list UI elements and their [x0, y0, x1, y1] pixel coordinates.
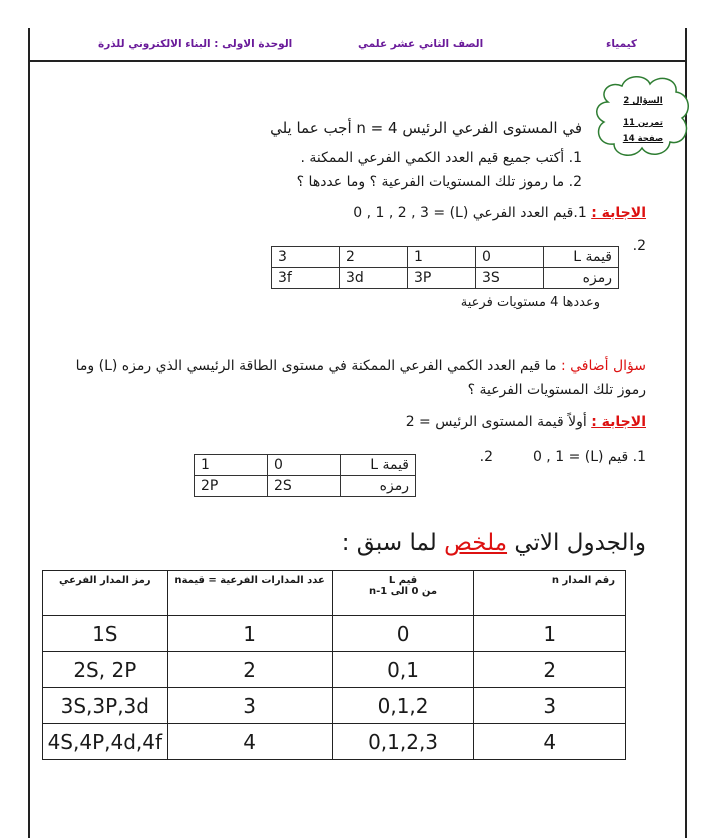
table-row — [43, 616, 626, 652]
cell-l: 0,1 — [332, 652, 474, 688]
table-row — [43, 724, 626, 760]
cell-l: 0,1,2 — [332, 688, 474, 724]
question-stem: في المستوى الفرعي الرئيس n = 4 أجب عما يلي — [270, 119, 582, 137]
extra-answer-text: أولاً قيمة المستوى الرئيس = 2 — [405, 414, 587, 430]
cloud-badge — [588, 72, 698, 160]
table-cell: 1 — [408, 247, 476, 268]
table-row — [195, 455, 416, 476]
header-unit: الوحدة الاولى : البناء الالكتروني للذرة — [98, 38, 293, 50]
table-row — [272, 247, 619, 268]
table-cell: 0 — [268, 455, 341, 476]
answer-1-label: الاجابة : — [591, 205, 646, 221]
header-grade: الصف الثاني عشر علمي — [358, 38, 484, 50]
page-border-left — [28, 28, 30, 838]
cell-symbol: 2S, 2P — [43, 652, 168, 688]
header-l — [332, 571, 474, 616]
answer-1-count: وعددها 4 مستويات فرعية — [460, 295, 600, 310]
table-cell-label: قيمة L — [544, 247, 619, 268]
summary-title — [342, 530, 646, 556]
cell-symbol: 4S,4P,4d,4f — [43, 724, 168, 760]
table-cell: 1 — [195, 455, 268, 476]
table-row — [195, 476, 416, 497]
extra-question-text-2: رموز تلك المستويات الفرعية ؟ — [467, 382, 646, 398]
table-cell: 3P — [408, 268, 476, 289]
cell-n: 4 — [474, 724, 626, 760]
table-cell-label: رمزه — [341, 476, 416, 497]
table-cell-label: قيمة L — [341, 455, 416, 476]
table-cell-label: رمزه — [544, 268, 619, 289]
header-n: رقم المدار n — [474, 571, 626, 616]
cell-n: 2 — [474, 652, 626, 688]
cell-n: 3 — [474, 688, 626, 724]
question-item-1: 1. أكتب جميع قيم العدد الكمي الفرعي الممكنة . — [300, 150, 582, 166]
cell-n: 1 — [474, 616, 626, 652]
extra-table — [194, 454, 416, 497]
header-subject: كيمياء — [605, 38, 637, 50]
header-l-line-2: من 0 الى n-1 — [368, 586, 438, 597]
table-cell: 3d — [340, 268, 408, 289]
cell-count: 4 — [167, 724, 332, 760]
answer-1-item2-number: 2. — [632, 238, 646, 254]
extra-question-label: سؤال أضافي : — [560, 358, 646, 374]
answer-1-table — [271, 246, 619, 289]
header-symbol: رمز المدار الفرعي — [43, 571, 168, 616]
table-cell: 2S — [268, 476, 341, 497]
summary-header-row — [43, 571, 626, 616]
page-header — [28, 28, 687, 62]
cell-l: 0,1,2,3 — [332, 724, 474, 760]
table-row — [43, 688, 626, 724]
summary-table — [42, 570, 626, 760]
summary-title-post: لما سبق : — [341, 530, 445, 556]
answer-1-values: 1.قيم العدد الفرعي (L) = 0 , 1 , 2 , 3 — [353, 205, 587, 221]
extra-answer-line — [406, 414, 646, 430]
table-cell: 2 — [340, 247, 408, 268]
extra-question-text-1: ما قيم العدد الكمي الفرعي الممكنة في مستوى الطاقة الرئيسي الذي رمزه (L) وما — [75, 358, 557, 374]
table-cell: 2P — [195, 476, 268, 497]
header-count: عدد المدارات الفرعية = قيمةn — [167, 571, 332, 616]
summary-title-pre: والجدول الاتي — [507, 530, 646, 556]
cell-count: 1 — [167, 616, 332, 652]
table-cell: 3f — [272, 268, 340, 289]
badge-question: السؤال 2 — [623, 96, 663, 106]
cell-symbol: 3S,3P,3d — [43, 688, 168, 724]
table-row — [272, 268, 619, 289]
cell-count: 3 — [167, 688, 332, 724]
cell-l: 0 — [332, 616, 474, 652]
badge-exercise: تمرين 11 — [623, 118, 663, 128]
summary-title-highlight: ملخص — [444, 530, 508, 556]
extra-answer-label: الاجابة : — [591, 414, 646, 430]
table-cell: 3 — [272, 247, 340, 268]
question-item-2: 2. ما رموز تلك المستويات الفرعية ؟ وما عددها ؟ — [296, 174, 582, 190]
answer-1-line — [353, 205, 646, 221]
extra-values-line: 1. قيم (L) = 0 , 1 — [532, 449, 646, 465]
badge-page: صفحة 14 — [622, 134, 664, 144]
cell-symbol: 1S — [43, 616, 168, 652]
cell-count: 2 — [167, 652, 332, 688]
extra-item2-number: 2. — [479, 449, 493, 465]
table-cell: 3S — [476, 268, 544, 289]
table-row — [43, 652, 626, 688]
extra-question-line-1 — [76, 358, 646, 374]
table-cell: 0 — [476, 247, 544, 268]
header-l-line-1: قيم L — [388, 575, 418, 586]
